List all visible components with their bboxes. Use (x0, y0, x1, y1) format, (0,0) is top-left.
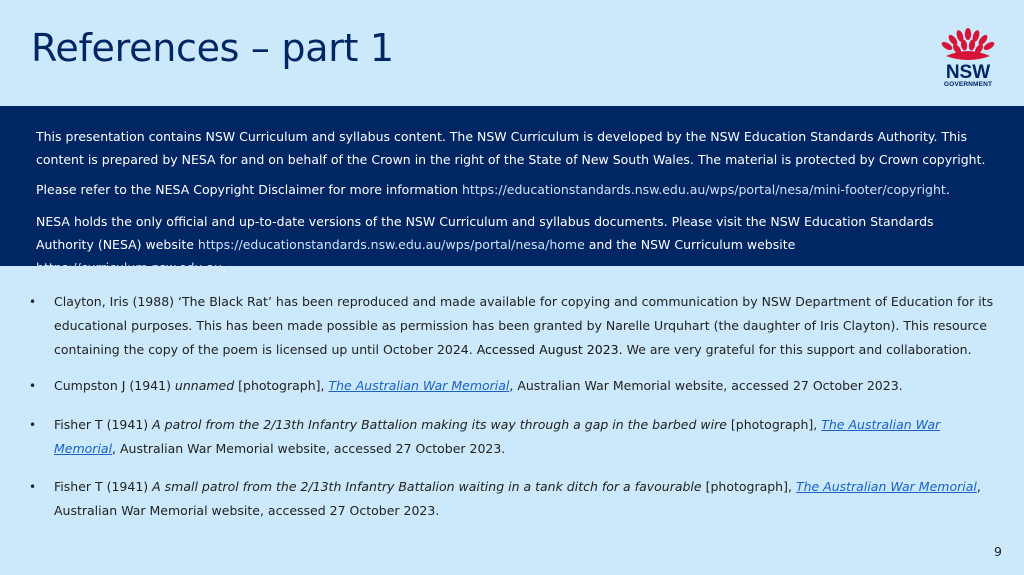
notice-paragraph-3: NESA holds the only official and up-to-date versions of the NSW Curriculum and syllabus documents. Please visit the NSW Education Standards Authority (NESA) website https://educationstandards.nsw.edu.au/wps/portal/nesa/home and the NSW Curriculum website https://curriculum.nsw.edu.au. (36, 214, 934, 275)
awm-link[interactable]: The Australian War Memorial (54, 417, 941, 456)
list-item: • Cumpston J (1941) unnamed [photograph], The Australian War Memorial, Australian War Memorial website, accessed 27 October 2023. (54, 374, 999, 398)
awm-link[interactable]: The Australian War Memorial (795, 479, 977, 494)
bullet: • (29, 480, 37, 494)
page-number: 9 (994, 544, 1002, 559)
list-item: • Fisher T (1941) A small patrol from the 2/13th Infantry Battalion waiting in a tank ditch for a favourable [photograph], The Australian War Memorial, Australian War Memorial website, accessed 27 October 2023. (54, 475, 999, 523)
list-item: • Clayton, Iris (1988) ‘The Black Rat’ has been reproduced and made available for copying and communication by NSW Department of Education for its educational purposes. This has been made possible as permission has been granted by Narelle Urquhart (the daughter of Iris Clayton). This resource containing the copy of the poem is licensed up until October 2024. Accessed August 2023. We are very grateful for this support and collaboration. (54, 290, 999, 362)
nsw-government-logo (936, 28, 1000, 92)
notice-paragraph-2: Please refer to the NESA Copyright Disclaimer for more information https://educationstandards.nsw.edu.au/wps/portal/nesa/mini-footer/copyright. (36, 182, 950, 197)
bullet: • (29, 295, 37, 309)
page-title: References – part 1 (31, 26, 394, 70)
waratah-icon (936, 28, 1000, 62)
awm-link[interactable]: The Australian War Memorial (328, 378, 510, 393)
nesa-home-link[interactable]: https://educationstandards.nsw.edu.au/wps/portal/nesa/home (197, 237, 585, 252)
logo-nsw-text: NSW (945, 62, 991, 83)
notice-paragraph-1: This presentation contains NSW Curriculum and syllabus content. The NSW Curriculum is developed by the NSW Education Standards Authority. This content is prepared by NESA for and on behalf of the Crown in the right of the State of New South Wales. The material is protected by Crown copyright. (36, 129, 986, 167)
copyright-link[interactable]: https://educationstandards.nsw.edu.au/wps/portal/nesa/mini-footer/copyright (462, 182, 946, 197)
curriculum-link[interactable]: https://curriculum.nsw.edu.au (36, 260, 223, 275)
copyright-notice-band (0, 106, 1024, 275)
bullet: • (29, 379, 37, 393)
list-item: • Fisher T (1941) A patrol from the 2/13th Infantry Battalion making its way through a gap in the barbed wire [photograph], The Australian War Memorial, Australian War Memorial website, accessed 27 October 2023. (54, 413, 999, 461)
bullet: • (29, 418, 37, 432)
logo-government-text: GOVERNMENT (943, 81, 993, 88)
